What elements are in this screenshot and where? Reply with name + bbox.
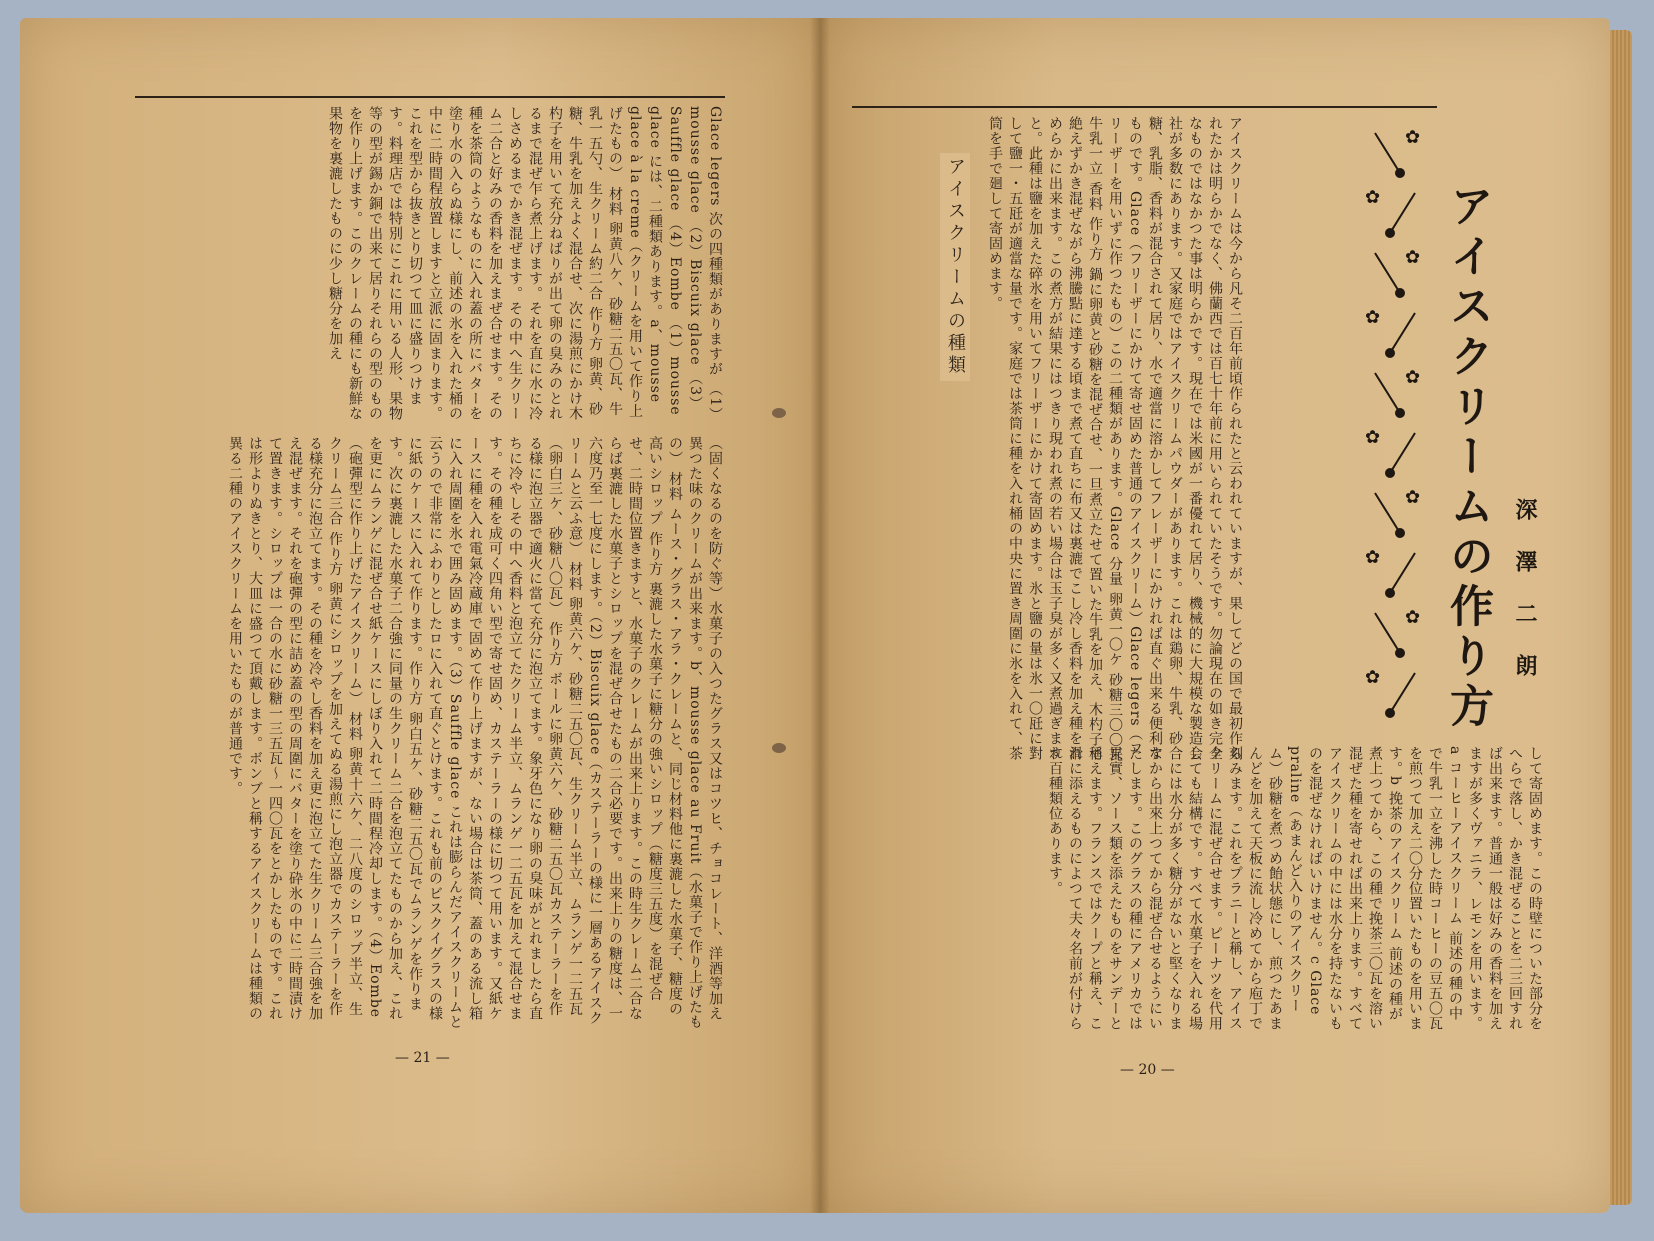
svg-text:✿: ✿: [1365, 307, 1381, 328]
left-lower-text: （固くなるのを防ぐ等）水菓子の入つたグラス又はコツヒ、チョコレート、洋酒等加え異つた味のクリームが出来ます。b、mousse glace au Fruit（水菓子で作り上げたもの） 材料 ムース・グラス・アラ・クレームと、同じ材料他に裏漉した水菓子、糖度の高いシロップ 作り方 裏漉した水菓子に糖分の強いシロップ（糖度三五度）を混ぜ合せ、二時間位置きますと、水菓子のクレームが出来上ります。この時生クレーム二合ならば裏漉した水菓子とシロップを混ぜ合せたもの二合必要です。出来上りの糖度は、一六度乃至一七度にします。（2）Biscuix glace（カステーラーの様に一層あるアイスクリームと云ふ意） 材料 卵黄六ケ、砂糖二五〇瓦、生クリーム半立、ムランゲ一二五瓦（卵白三ケ、砂糖八〇瓦） 作り方 ボールに卵黄六ケ、砂糖二五〇瓦カステーラーを作る様に泡立器で適火に當て充分に泡立てます。象牙色になり卵の臭味がとれましたら直ちに冷やしその中へ香料と泡立てたクリーム半立、ムランゲ一二五瓦を加えて混合せます。その種を成可く四角い型で寄せ固め、カステーラーの様に切つて用います。又紙ケースに種を入れ電氣冷蔵庫で固めて作り上げますが、ない場合は茶筒、蓋のある流し箱に入れ周圍を氷で囲み固めます。（3）Sauffle glace これは膨らんだアイスクリームと云うので非常にふわりとしたロに入れて直ぐとけます。これも前のビスクイグラスの様に紙のケースに入れて作ります。作り方 卵白五ケ、砂糖二五〇瓦でムランゲを作ります。次に裏漉した水菓子二合強に同量の生クリーム二合を泡立てたものから加え、これを更にムランゲに混ぜ合せ紙ケースにしぼり入れて二時間程冷却します。（4）Eombe（砲彈型に作り上げたアイスクリーム） 材料 卵黄十六ケ、二八度のシロップ半立、生クリーム三合 作り方 卵黄にシロップを加えてぬる湯煎にし泡立器でカステーラーを作る様充分に泡立てます。その種を冷やし香料を加え更に泡立てた生クリーム三合強を加え混ぜます。それを砲彈の型に詰め蓋の型の周圍にバターを塗り砕氷の中に二時間漬けて置きます。シロップは一合の水に砂糖一三五瓦～一四〇瓦をとかしたものです。これは形よりぬきとり、大皿に盛つて頂戴します。ボンブと稱するアイスクリームは種類の異る二種のアイスクリームを用いたものが普通です。: [227, 436, 723, 1030]
svg-text:✿: ✿: [1405, 367, 1421, 388]
left-page: [20, 18, 820, 1213]
svg-text:✿: ✿: [1405, 127, 1421, 148]
svg-text:✿: ✿: [1365, 427, 1381, 448]
right-upper-text-block: [865, 116, 1245, 766]
section-heading: アイスクリームの種類: [940, 153, 970, 381]
left-upper-text-block: [135, 106, 725, 431]
staple-hole-upper: [772, 408, 786, 418]
right-page-number: — 20 —: [1120, 1062, 1175, 1078]
open-magazine: [20, 18, 1632, 1213]
left-header-rule: [135, 96, 725, 98]
article-title: アイスクリームの作り方: [1442, 183, 1493, 733]
title-block: [1360, 113, 1580, 733]
left-lower-text-block: [135, 436, 725, 1031]
svg-text:✿: ✿: [1405, 247, 1421, 268]
book-gutter: [810, 18, 830, 1213]
right-lower-text-block: [865, 746, 1545, 1036]
right-upper-text: アイスクリームは今から凡そ二百年前頃作られたと云われていますが、果してどの国で最初作られたかは明らかでなく、佛蘭西では百七十年前に用いられていたそうです。勿論現在の如き完全なものではなかつた事は明らかです。現在では米國が一番優れて居り、機械的に大規模な製造会社が多数にあります。又家庭ではアイスクリームパウダーがあります。これは鶏卵、牛乳、砂糖、乳脂、香料が混合されて居り、水で適當に溶かしてフレーザーにかければ直ぐ出来る便利なものです。Glace（フリーザーにかけて寄せ固めた普通のアイスクリーム）Glace legers（フリーザーを用いずに作つたもの）この二種類があります。Glace 分量 卵黄一〇ケ 砂糖三〇〇瓦 牛乳一立 香料 作り方 鍋に卵黄と砂糖を混ぜ合せ、一旦煮立たせて置いた牛乳を加え、木杓子で絶えずかき混ぜながら沸騰點に達する頃まで煮て直ちに布又は裏漉でこし冷し香料を加え種を滑めらかに出来ます。この煮方が結果にはつきり現われ煮の若い場合は玉子臭が多く又煮過ぎますと。此種は鹽を加えた碎氷を用いてフリーザーにかけて寄固めます。氷と鹽の量は氷一〇瓩に對して鹽一・五瓩が適當な量です。家庭では茶筒に種を入れ桶の中央に置き周圍に氷を入れて、茶筒を手で廻して寄固めます。: [987, 116, 1243, 763]
right-page: [820, 18, 1610, 1213]
svg-text:✿: ✿: [1405, 487, 1421, 508]
svg-text:✿: ✿: [1365, 667, 1381, 688]
svg-text:✿: ✿: [1365, 187, 1381, 208]
right-lower-text: して寄固めます。この時壁についた部分をへらで落し、かき混ぜることを二三回すれば出来ます。普通一般は好みの香料を加えますが多くヴァニラ、レモンを用います。a コーヒーアイスクリーム 前述の種の中で牛乳一立を沸した時コーヒーの豆五〇瓦を煎つて加え二〇分位置いたものを用います。b 挽茶のアイスクリーム 前述の種が煮上つてから、この種で挽茶三〇瓦を溶い混ぜた種を寄せれば出来上ります。すべてアイスクリームの中には水分を持たないものを混ぜなければいけません。c Glace praline（あまんど入りのアイスクリーム）砂糖を煮つめ飴状態にし、煎つたあまんどを加えて天板に流し冷めてから庖丁で刻みます。これをプラニーと稱し、アイスクリームに混ぜ合せます。ピーナツを代用しても結構です。すべて水菓子を入れる場合には水分が多く糖分がないと堅くなりますから出來上つてから混ぜ合せるようにいたします。このグラスの種にアメリカでは果實、ソース類を添えたものをサンデーと稱えます。フランスではクープと稱え、これに添えるものによつて夫々名前が付けられ百種類位あります。: [1047, 746, 1543, 1031]
staple-hole-lower: [772, 743, 786, 753]
left-upper-text: Glace legers 次の四種類がありますが （1）mousse glace （2）Biscuix glace （3）Sauffle glace （4）Eombe （1）mousse glace には、二種類あります。a、mousse glace à la creme（クリームを用いて作り上げたもの） 材料 卵黄八ケ、砂糖二五〇瓦、牛乳一五勺、生クリーム約二合 作り方 卵黄、砂糖、牛乳を加えよく混合せ、次に湯煎にかけ木杓子を用いて充分ねばりが出て卵の臭みのとれるまで混ぜ乍ら煮上げます。それを直に水に冷しさめるまでかき混ぜます。その中へ生クリーム二合と好みの香料を加えまぜ合せます。その種を茶筒のようなものに入れ蓋の所にバターを塗り水の入らぬ様にし、前述の氷を入れた桶の中に二時間程放置しますと立派に固まります。これを型から抜きとり切つて皿に盛りつけます。料理店では特別にこれに用いる人形、果物等の型が錫か銅で出来て居りそれらの型のものを作り上げます。このクレームの種にも新鮮な果物を裏漉したものに少し糖分を加え: [327, 106, 723, 423]
left-page-number: — 21 —: [395, 1050, 450, 1066]
floral-border-decoration: [1360, 113, 1430, 733]
svg-text:✿: ✿: [1405, 607, 1421, 628]
page-stack-edge: [1610, 30, 1632, 1205]
right-header-rule: [852, 106, 1437, 108]
author-name: 深澤二朗: [1512, 498, 1538, 706]
svg-text:✿: ✿: [1365, 547, 1381, 568]
